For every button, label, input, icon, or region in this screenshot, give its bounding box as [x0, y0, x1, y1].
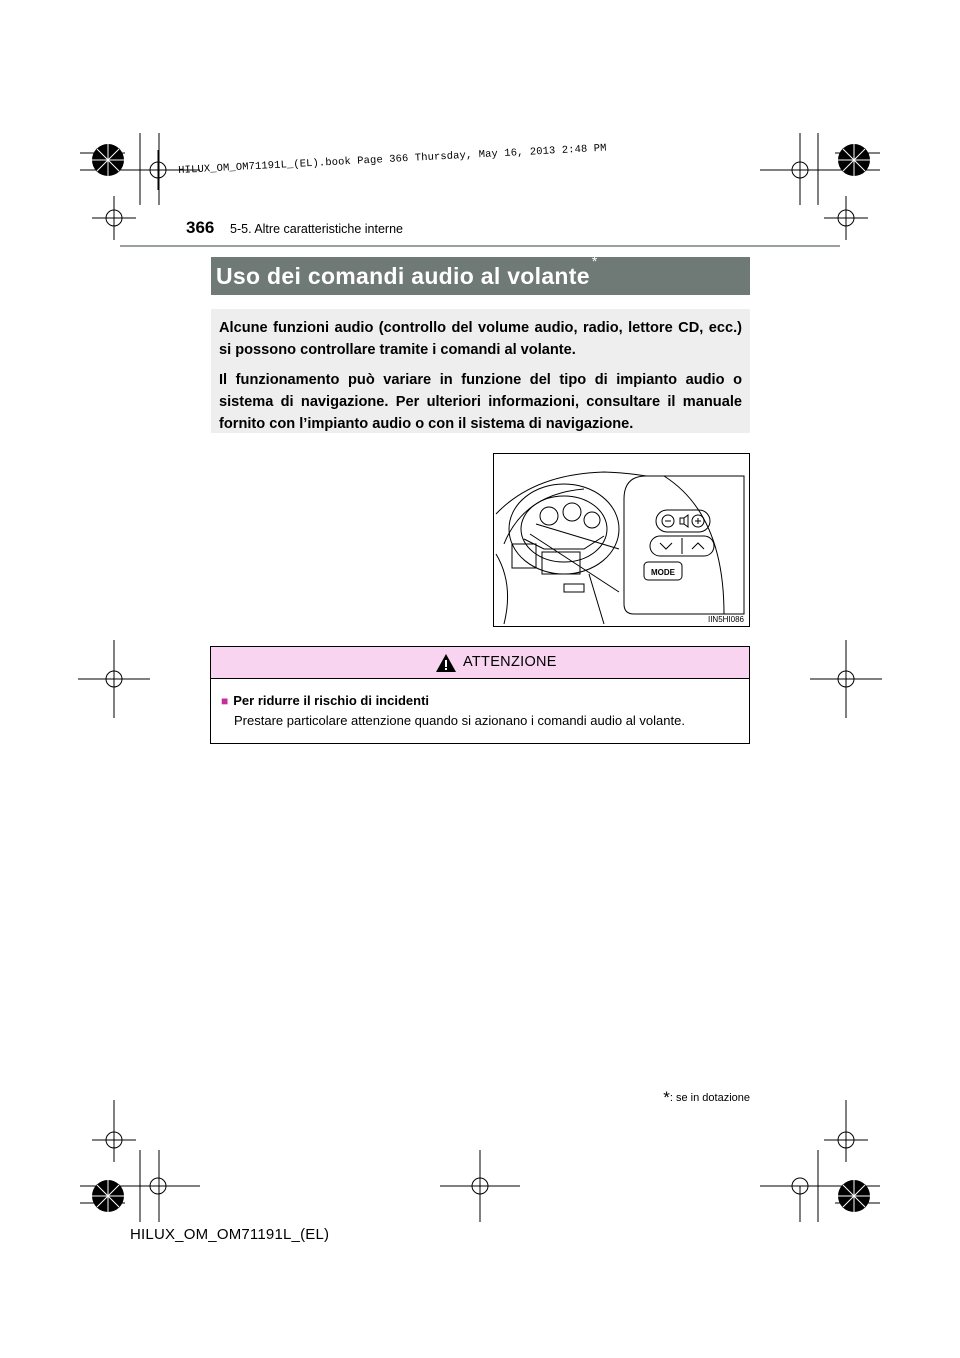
steering-wheel-illustration [493, 453, 750, 627]
figure-id: IIN5HI086 [707, 615, 744, 624]
warning-heading [221, 691, 749, 711]
section-running-title: 5-5. Altre caratteristiche interne [230, 222, 403, 236]
page-title-bar [211, 253, 750, 295]
page-number: 366 [186, 218, 215, 237]
page-title: Uso dei comandi audio al volante [216, 263, 590, 289]
warning-body [211, 679, 749, 731]
optional-equipment-star: * [591, 253, 598, 269]
intro-box [211, 309, 750, 433]
warning-label: ATTENZIONE [463, 654, 557, 670]
warning-triangle-icon [435, 653, 457, 673]
warning-text: Prestare particolare attenzione quando si azionano i comandi audio al volante. [234, 713, 685, 728]
book-file-stamp: HILUX_OM_OM71191L_(EL).book Page 366 Thursday, May 16, 2013 2:48 PM [178, 142, 607, 177]
mode-button-label: MODE [651, 568, 675, 577]
warning-heading-text: Per ridurre il rischio di incidenti [233, 693, 430, 708]
header-rule [120, 245, 840, 247]
warning-box [210, 646, 750, 744]
intro-paragraph-2: Il funzionamento può variare in funzione del tipo di impianto audio o sistema di navigazione. Per ulteriori informazioni, consultare il manuale fornito con l’impianto audio o con il sistema di navigazione. [219, 372, 742, 432]
bullet-square: ■ [221, 694, 229, 708]
warning-header [211, 647, 749, 679]
footnote-star: * [663, 1088, 670, 1107]
model-code: HILUX_OM_OM71191L_(EL) [130, 1226, 330, 1243]
intro-paragraph-1: Alcune funzioni audio (controllo del volume audio, radio, lettore CD, ecc.) si possono controllare tramite i comandi al volante. [219, 320, 742, 358]
footnote [610, 1088, 750, 1108]
footnote-text: : se in dotazione [669, 1092, 750, 1104]
